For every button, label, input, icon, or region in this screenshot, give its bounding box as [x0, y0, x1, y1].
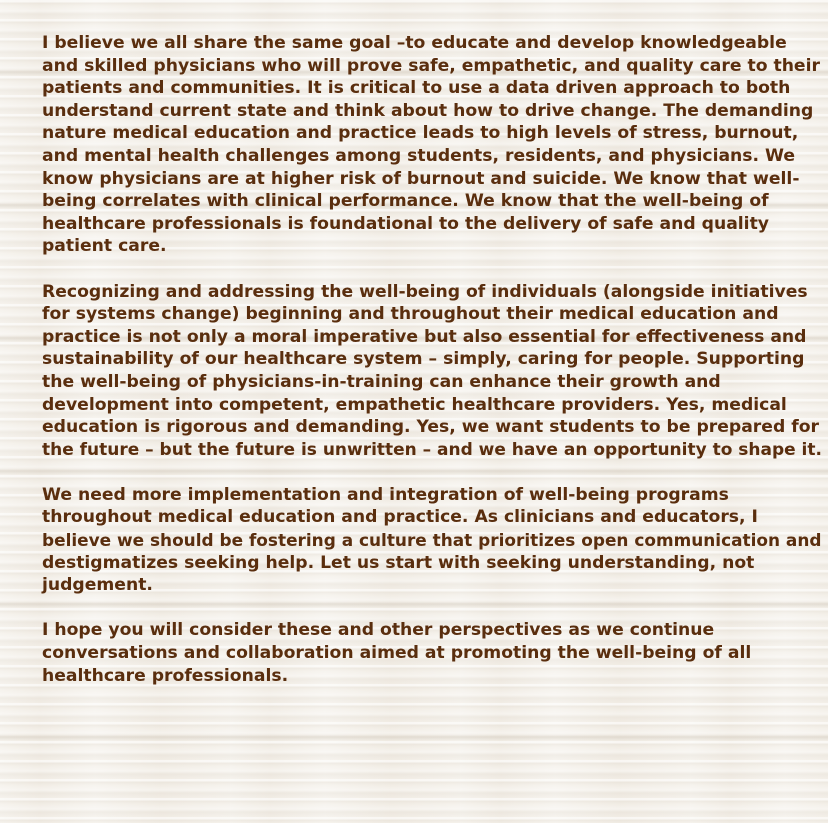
text-line: being correlates with clinical performance. We know that the well-being of	[42, 191, 769, 212]
text-line: I hope you will consider these and other perspectives as we continue	[42, 620, 715, 641]
paragraph-recognizing-well-being	[42, 281, 822, 462]
text-line: destigmatizes seeking help. Let us start with seeking understanding, not	[42, 552, 755, 573]
paragraph-closing	[42, 619, 810, 687]
text-line: development into competent, empathetic healthcare providers. Yes, medical	[42, 394, 787, 415]
text-line: understand current state and think about how to drive change. The demanding	[42, 100, 814, 121]
text-line: healthcare professionals.	[42, 665, 289, 686]
text-line: and skilled physicians who will prove safe, empathetic, and quality care to their	[42, 55, 820, 76]
text-line: We need more implementation and integration of well-being programs	[42, 484, 729, 505]
text-line: know physicians are at higher risk of burnout and suicide. We know that well-	[42, 168, 800, 189]
text-line: the well-being of physicians-in-training can enhance their growth and	[42, 371, 721, 392]
text-line: throughout medical education and practice. As clinicians and educators, I	[42, 507, 758, 528]
text-line: practice is not only a moral imperative but also essential for effectiveness and	[42, 326, 807, 347]
text-line: patients and communities. It is critical to use a data driven approach to both	[42, 78, 791, 99]
text-line: healthcare professionals is foundational to the delivery of safe and quality	[42, 213, 769, 234]
text-line: Recognizing and addressing the well-being of individuals (alongside initiatives	[42, 281, 808, 302]
text-line: I believe we all share the same goal –to educate and develop knowledgeable	[42, 33, 787, 53]
paragraph-implementation	[42, 484, 822, 597]
text-line: judgement.	[42, 575, 153, 596]
paragraph-shared-goal	[42, 32, 820, 258]
text-line: for systems change) beginning and throughout their medical education and	[42, 304, 779, 325]
text-line: nature medical education and practice leads to high levels of stress, burnout,	[42, 123, 799, 144]
text-line: patient care.	[42, 236, 167, 257]
text-line: education is rigorous and demanding. Yes, we want students to be prepared for	[42, 417, 819, 438]
letter-body	[42, 32, 822, 710]
text-line: and mental health challenges among students, residents, and physicians. We	[42, 145, 796, 166]
text-line: conversations and collaboration aimed at promoting the well-being of all	[42, 643, 752, 664]
text-line: sustainability of our healthcare system – simply, caring for people. Supporting	[42, 349, 805, 370]
text-line: believe we should be fostering a culture that prioritizes open communication and	[42, 530, 822, 551]
text-line: the future – but the future is unwritten – and we have an opportunity to shape it.	[42, 439, 822, 460]
